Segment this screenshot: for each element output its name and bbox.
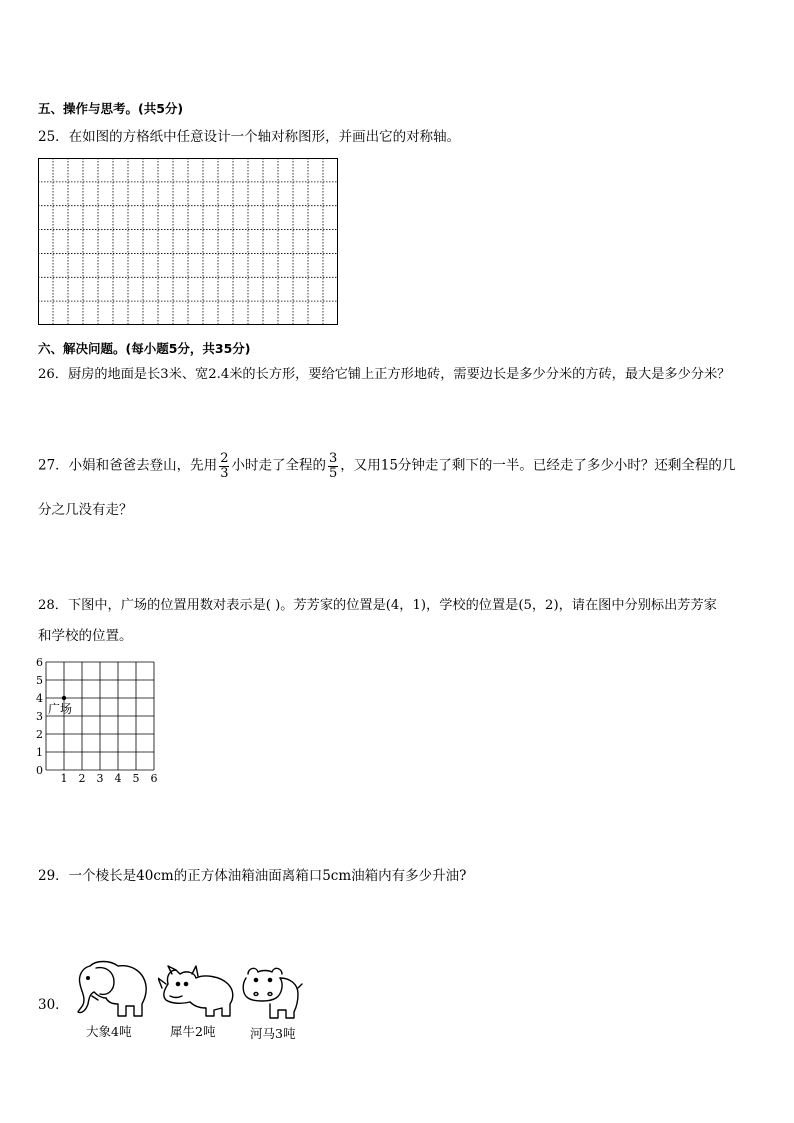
square-grid-paper [38, 158, 339, 326]
fraction-denominator: 5 [328, 465, 338, 481]
y-tick-label: 0 [36, 764, 43, 777]
question-28-line-2: 和学校的位置。 [38, 628, 133, 644]
coordinate-grid [30, 656, 170, 786]
plaza-point [62, 696, 66, 700]
x-tick-label: 3 [96, 772, 104, 785]
question-27-part-2: 小时走了全程的 [231, 457, 326, 474]
y-tick-label: 2 [36, 728, 43, 741]
fraction-numerator: 2 [220, 451, 229, 466]
y-tick-label: 6 [36, 656, 43, 669]
x-tick-label: 2 [78, 772, 86, 785]
rhino-label: 犀牛2吨 [170, 1024, 216, 1039]
question-27-part-1: 27．小娟和爸爸去登山，先用 [38, 457, 218, 474]
section-6-title: 六、解决问题。(每小题5分，共35分) [38, 341, 251, 356]
fraction-two-thirds [219, 452, 229, 480]
fraction-denominator: 3 [220, 465, 229, 481]
grid-lines [38, 158, 338, 325]
y-tick-label: 5 [36, 674, 43, 687]
elephant-label: 大象4吨 [86, 1024, 132, 1039]
fraction-numerator: 3 [328, 451, 338, 466]
coordinate-grid-lines [46, 662, 154, 770]
plaza-label: 广场 [48, 702, 73, 716]
question-30-number: 30． [38, 997, 69, 1013]
hippo-icon [240, 964, 304, 1024]
y-tick-label: 3 [36, 710, 43, 723]
elephant-icon [72, 958, 150, 1020]
question-27-part-3: ，又用15分钟走了剩下的一半。已经走了多少小时？还剩全程的几 [340, 457, 736, 474]
question-27-line-1 [38, 452, 735, 480]
question-29: 29．一个棱长是40cm的正方体油箱油面离箱口5cm油箱内有多少升油? [38, 868, 467, 884]
question-27-line-2: 分之几没有走？ [38, 502, 133, 518]
section-5-title: 五、操作与思考。(共5分) [38, 101, 184, 116]
question-25: 25．在如图的方格纸中任意设计一个轴对称图形，并画出它的对称轴。 [38, 129, 461, 145]
x-tick-label: 1 [60, 772, 68, 785]
x-tick-label: 6 [150, 772, 158, 785]
x-tick-label: 4 [114, 772, 122, 785]
y-tick-label: 4 [36, 692, 43, 705]
y-axis-ticks [36, 656, 43, 777]
rhino-icon [158, 964, 238, 1022]
y-tick-label: 1 [36, 746, 43, 759]
x-axis-ticks [61, 772, 158, 785]
fraction-three-fifths [328, 452, 338, 480]
question-28-line-1: 28．下图中，广场的位置用数对表示是( )。芳芳家的位置是(4，1)，学校的位置是(5，2)，请在图中分别标出芳芳家 [38, 598, 717, 613]
x-tick-label: 5 [132, 772, 140, 785]
question-26: 26．厨房的地面是长3米、宽2.4米的长方形，要给它铺上正方形地砖，需要边长是多少分米的方砖，最大是多少分米？ [38, 367, 731, 382]
hippo-label: 河马3吨 [250, 1026, 296, 1041]
